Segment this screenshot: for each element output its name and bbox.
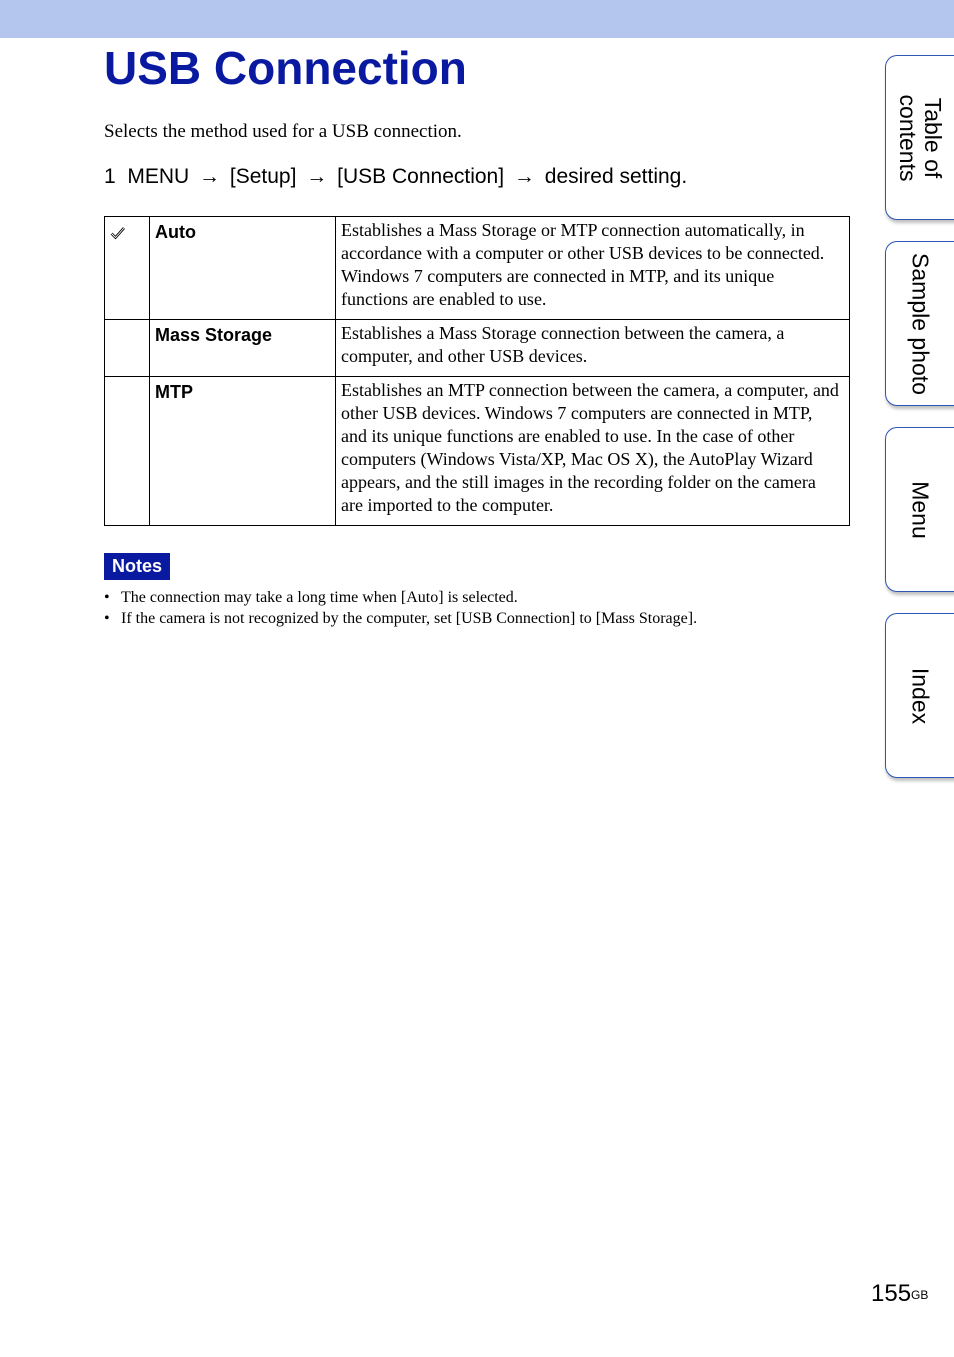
tab-index[interactable] — [885, 613, 954, 778]
notes-list — [104, 587, 697, 629]
table-row — [105, 217, 850, 320]
tab-label: Menu — [907, 480, 934, 539]
option-description: Establishes an MTP connection between the camera, a computer, and other USB devices. Windows 7 computers are connected in MTP, and its unique functions are enabled to use. In the case of other computers (Windows Vista/XP, Mac OS X), the AutoPlay Wizard appears, and the still images in the recording folder on the camera are imported to the computer. — [341, 380, 839, 515]
arrow-right-icon: → — [513, 165, 535, 188]
tab-label — [895, 94, 945, 181]
intro-text: Selects the method used for a USB connection. — [104, 121, 462, 142]
option-name-cell — [150, 217, 336, 320]
option-name: MTP — [155, 382, 193, 402]
step-part-menu: MENU — [127, 165, 190, 188]
bullet-icon: • — [104, 589, 110, 606]
table-row — [105, 320, 850, 377]
option-name: Mass Storage — [155, 325, 273, 345]
tab-menu[interactable] — [885, 427, 954, 592]
settings-table — [104, 216, 850, 526]
tab-label: Index — [907, 667, 934, 724]
step-number: 1 — [104, 165, 116, 188]
page-title: USB Connection — [104, 42, 467, 94]
step-part-desired-setting: desired setting. — [544, 165, 688, 188]
default-marker-cell — [105, 320, 150, 377]
option-description-cell — [336, 320, 850, 377]
step-part-usb-connection: [USB Connection] — [337, 165, 505, 188]
note-text: The connection may take a long time when [Auto] is selected. — [121, 589, 518, 606]
note-text: If the camera is not recognized by the computer, set [USB Connection] to [Mass Storage]. — [121, 610, 698, 627]
list-item — [104, 587, 697, 608]
notes-label: Notes — [104, 553, 170, 580]
tab-label-line: Table of — [920, 97, 946, 178]
procedure-step — [104, 163, 687, 191]
list-item — [104, 608, 697, 629]
header-bar — [0, 0, 954, 38]
page-number-suffix: GB — [911, 1288, 929, 1302]
table-row — [105, 377, 850, 526]
page-number-value: 155 — [871, 1280, 912, 1307]
option-name: Auto — [155, 222, 196, 242]
tab-table-of-contents[interactable] — [885, 55, 954, 220]
default-marker-cell — [105, 217, 150, 320]
option-name-cell — [150, 377, 336, 526]
page-number — [871, 1280, 928, 1308]
tab-label: Sample photo — [907, 252, 934, 395]
option-description: Establishes a Mass Storage connection between the camera, a computer, and other USB devices. — [341, 323, 785, 366]
check-icon — [105, 217, 149, 246]
arrow-right-icon: → — [306, 165, 328, 188]
default-marker-cell — [105, 377, 150, 526]
option-description-cell — [336, 377, 850, 526]
tab-sample-photo[interactable] — [885, 241, 954, 406]
option-name-cell — [150, 320, 336, 377]
option-description: Establishes a Mass Storage or MTP connection automatically, in accordance with a computer or other USB devices to be connected. Windows 7 computers are connected in MTP, and its unique functions are enabled to use. — [341, 220, 825, 309]
option-description-cell — [336, 217, 850, 320]
step-part-setup: [Setup] — [229, 165, 297, 188]
arrow-right-icon: → — [199, 165, 221, 188]
tab-label-line: contents — [895, 94, 921, 181]
bullet-icon: • — [104, 610, 110, 627]
